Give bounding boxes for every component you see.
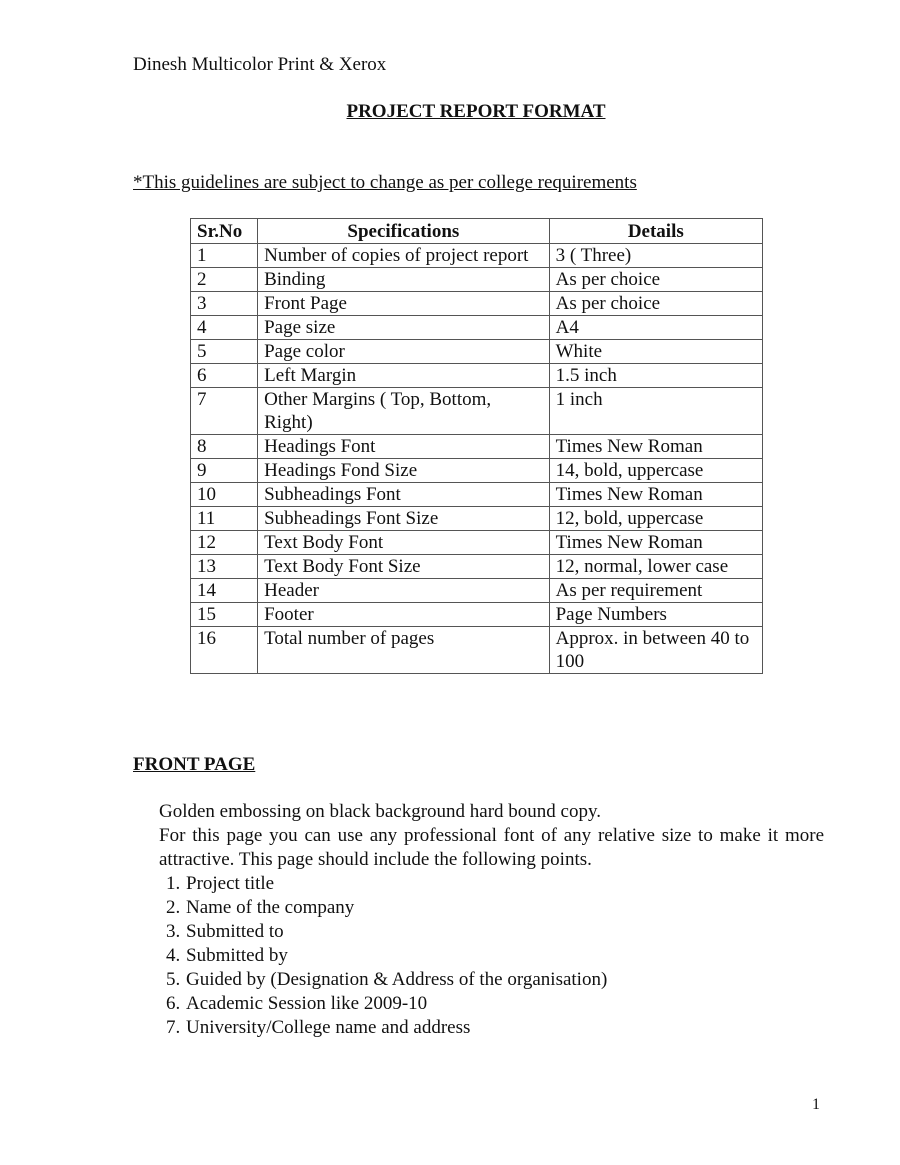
row-detail: A4 xyxy=(549,316,762,340)
row-specification: Left Margin xyxy=(258,364,550,388)
row-number: 15 xyxy=(191,603,258,627)
row-specification: Text Body Font Size xyxy=(258,555,550,579)
row-detail: Approx. in between 40 to 100 xyxy=(549,627,762,674)
table-row xyxy=(191,316,763,340)
front-page-section xyxy=(159,800,824,1040)
list-item: 4. Submitted by xyxy=(185,944,824,968)
table-row xyxy=(191,364,763,388)
shop-name: Dinesh Multicolor Print & Xerox xyxy=(133,54,387,75)
row-detail: 1 inch xyxy=(549,388,762,435)
row-number: 4 xyxy=(191,316,258,340)
row-detail: 1.5 inch xyxy=(549,364,762,388)
row-specification: Binding xyxy=(258,268,550,292)
row-detail: 3 ( Three) xyxy=(549,244,762,268)
table-row xyxy=(191,292,763,316)
row-specification: Text Body Font xyxy=(258,531,550,555)
row-specification: Headings Font xyxy=(258,435,550,459)
table-row xyxy=(191,555,763,579)
list-item: 7. University/College name and address xyxy=(185,1016,824,1040)
table-row xyxy=(191,340,763,364)
row-detail: As per choice xyxy=(549,292,762,316)
list-item: 1. Project title xyxy=(185,872,824,896)
row-number: 16 xyxy=(191,627,258,674)
row-number: 10 xyxy=(191,483,258,507)
row-number: 11 xyxy=(191,507,258,531)
row-specification: Number of copies of project report xyxy=(258,244,550,268)
row-number: 5 xyxy=(191,340,258,364)
front-page-points-list xyxy=(159,872,824,1040)
table-row xyxy=(191,388,763,435)
row-detail: As per requirement xyxy=(549,579,762,603)
document-title: PROJECT REPORT FORMAT xyxy=(346,101,606,122)
row-detail: 12, normal, lower case xyxy=(549,555,762,579)
row-number: 9 xyxy=(191,459,258,483)
row-number: 1 xyxy=(191,244,258,268)
row-number: 3 xyxy=(191,292,258,316)
table-row xyxy=(191,268,763,292)
guidelines-note: *This guidelines are subject to change as per college requirements xyxy=(133,172,637,193)
list-item: 6. Academic Session like 2009-10 xyxy=(185,992,824,1016)
table-row xyxy=(191,244,763,268)
list-item: 3. Submitted to xyxy=(185,920,824,944)
row-number: 12 xyxy=(191,531,258,555)
row-number: 6 xyxy=(191,364,258,388)
table-row xyxy=(191,483,763,507)
table-row xyxy=(191,531,763,555)
page-number: 1 xyxy=(812,1096,820,1113)
row-specification: Page color xyxy=(258,340,550,364)
row-number: 7 xyxy=(191,388,258,435)
row-specification: Footer xyxy=(258,603,550,627)
row-specification: Headings Fond Size xyxy=(258,459,550,483)
row-specification: Subheadings Font xyxy=(258,483,550,507)
row-detail: Times New Roman xyxy=(549,531,762,555)
row-detail: White xyxy=(549,340,762,364)
front-page-intro: Golden embossing on black background hard bound copy. xyxy=(159,801,602,822)
row-specification: Total number of pages xyxy=(258,627,550,674)
list-item: 2. Name of the company xyxy=(185,896,824,920)
table-row xyxy=(191,579,763,603)
row-number: 8 xyxy=(191,435,258,459)
front-page-description: For this page you can use any professional font of any relative size to make it more attractive. This page should include the following points. xyxy=(159,825,824,870)
front-page-heading: FRONT PAGE xyxy=(133,754,256,775)
row-specification: Page size xyxy=(258,316,550,340)
row-detail: Page Numbers xyxy=(549,603,762,627)
row-detail: As per choice xyxy=(549,268,762,292)
row-specification: Other Margins ( Top, Bottom, Right) xyxy=(258,388,550,435)
header-specifications: Specifications xyxy=(258,219,550,244)
row-specification: Front Page xyxy=(258,292,550,316)
table-row xyxy=(191,459,763,483)
table-row xyxy=(191,435,763,459)
row-number: 2 xyxy=(191,268,258,292)
list-item: 5. Guided by (Designation & Address of the organisation) xyxy=(185,968,824,992)
row-detail: Times New Roman xyxy=(549,483,762,507)
specifications-table xyxy=(190,218,763,674)
row-number: 13 xyxy=(191,555,258,579)
table-row xyxy=(191,507,763,531)
row-detail: 14, bold, uppercase xyxy=(549,459,762,483)
header-details: Details xyxy=(549,219,762,244)
row-specification: Subheadings Font Size xyxy=(258,507,550,531)
header-sr-no: Sr.No xyxy=(191,219,258,244)
row-number: 14 xyxy=(191,579,258,603)
row-detail: 12, bold, uppercase xyxy=(549,507,762,531)
row-detail: Times New Roman xyxy=(549,435,762,459)
table-row xyxy=(191,603,763,627)
row-specification: Header xyxy=(258,579,550,603)
table-header-row xyxy=(191,219,763,244)
table-row xyxy=(191,627,763,674)
